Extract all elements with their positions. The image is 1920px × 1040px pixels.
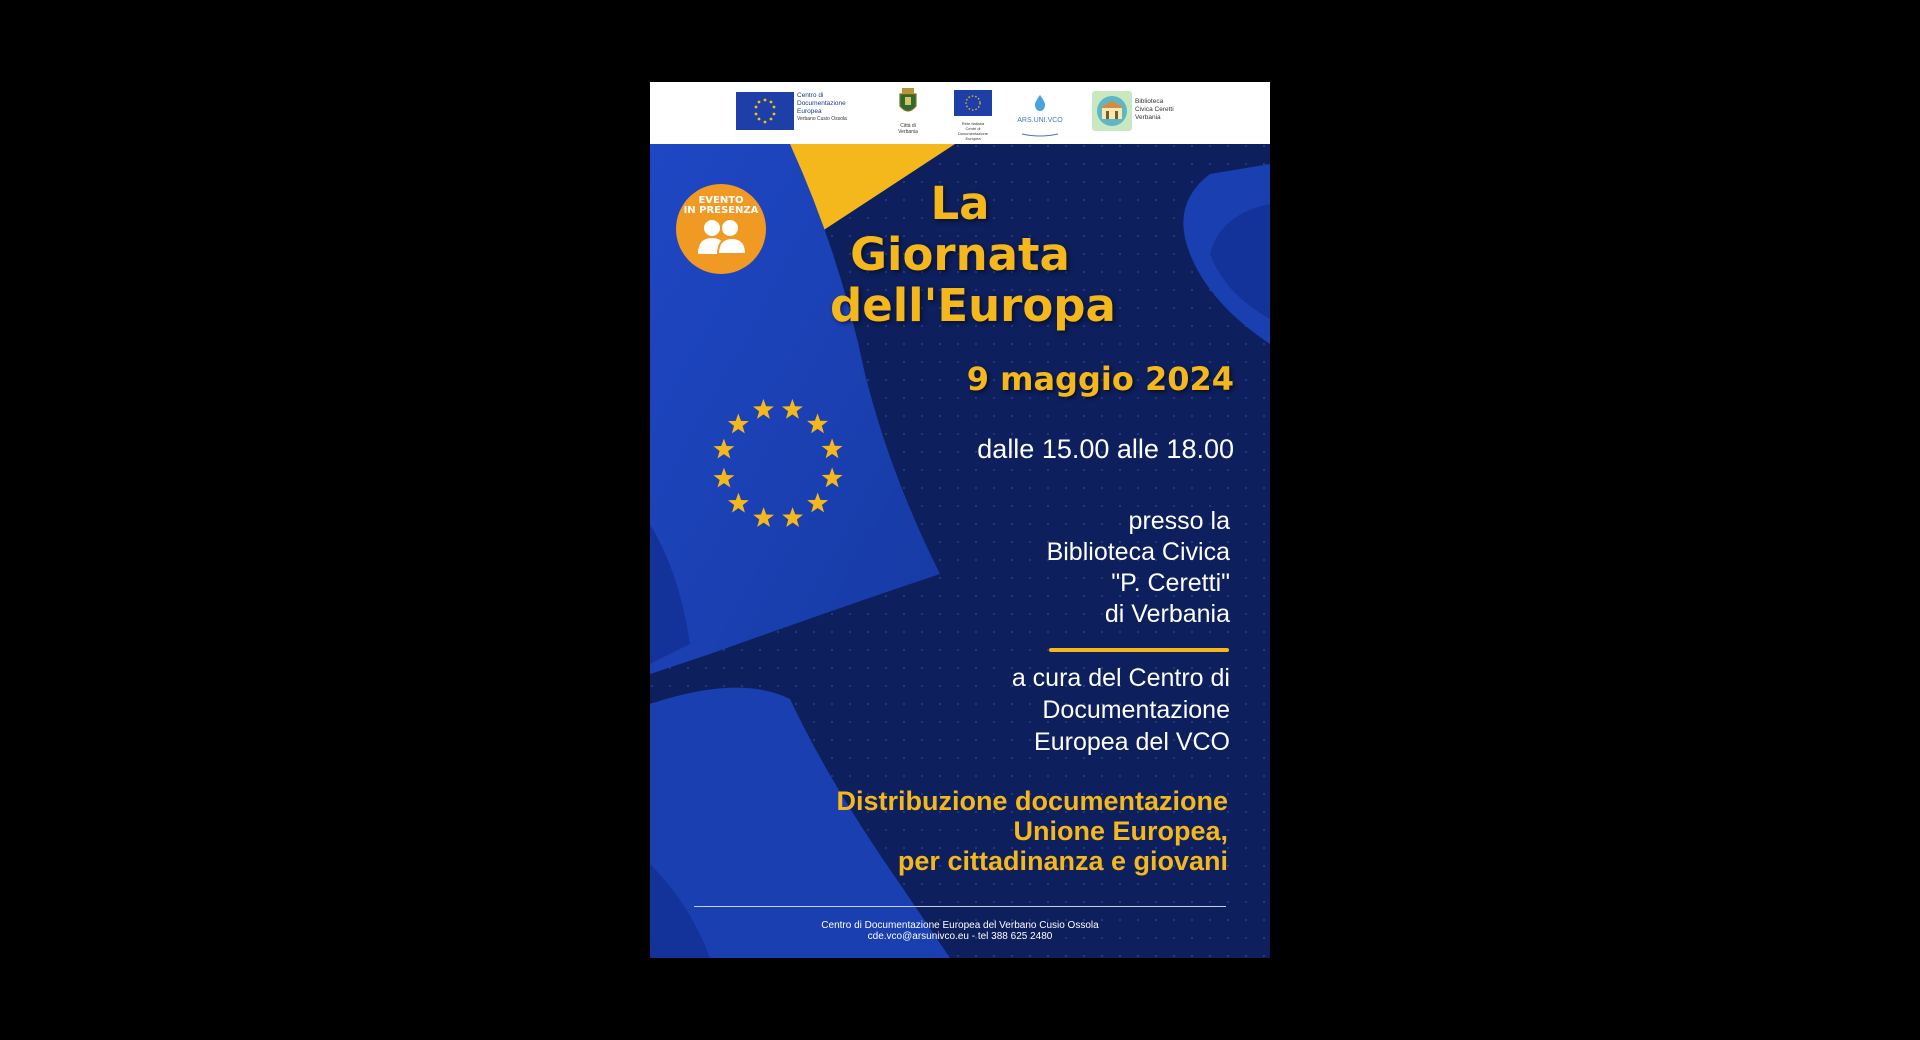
gold-divider xyxy=(1049,648,1229,652)
event-date: 9 maggio 2024 xyxy=(966,360,1234,398)
rete-cde-logo xyxy=(952,90,994,141)
rete-logo-line: Documentazione Europea xyxy=(957,131,989,141)
people-icon xyxy=(694,218,748,258)
distribution-line: per cittadinanza e giovani xyxy=(897,846,1228,876)
curator-line: Europea del VCO xyxy=(1034,728,1230,756)
venue-line: "P. Ceretti" xyxy=(1111,569,1230,597)
biblioteca-logo xyxy=(1092,91,1132,131)
biblioteca-logo-line: Civica Ceretti xyxy=(1135,106,1174,113)
citta-verbania-label: Città di Verbania xyxy=(898,123,918,135)
rete-logo-line: Rete Italiana xyxy=(961,121,985,126)
cde-logo-line: Verbano Cusio Ossola xyxy=(797,116,847,122)
badge-line: IN PRESENZA xyxy=(683,205,759,216)
distribution-note xyxy=(836,786,1228,876)
eu-flag-logo xyxy=(736,92,794,130)
title-line: dell'Europa xyxy=(830,279,1116,332)
biblioteca-logo-line: Biblioteca xyxy=(1135,98,1164,105)
partner-logo-bar xyxy=(650,82,1270,144)
event-time: dalle 15.00 alle 18.00 xyxy=(977,434,1234,464)
citta-verbania-logo xyxy=(890,88,926,135)
distribution-line: Unione Europea, xyxy=(1013,816,1228,846)
footer-divider xyxy=(694,906,1226,907)
biblioteca-logo-text xyxy=(1135,98,1174,122)
water-drop-icon xyxy=(1032,94,1048,112)
venue-line: presso la xyxy=(1128,507,1230,535)
rete-logo-line: Centri di xyxy=(965,126,981,131)
footer-contact xyxy=(650,920,1270,942)
event-in-person-badge xyxy=(676,184,766,274)
venue-line: Biblioteca Civica xyxy=(1046,538,1230,566)
event-venue xyxy=(1047,506,1230,630)
distribution-line: Distribuzione documentazione xyxy=(836,786,1228,816)
curator-line: Documentazione xyxy=(1042,696,1230,724)
cde-logo-line: Documentazione xyxy=(797,100,846,107)
event-poster xyxy=(650,82,1270,958)
title-line: La xyxy=(930,177,990,230)
event-curator xyxy=(1012,662,1230,758)
event-title xyxy=(830,177,1116,332)
footer-line: Centro di Documentazione Europea del Verbano Cusio Ossola xyxy=(821,920,1099,931)
biblioteca-logo-line: Verbania xyxy=(1135,114,1161,121)
cde-logo-line: Centro di xyxy=(797,92,824,99)
coat-of-arms-icon xyxy=(898,88,918,118)
curator-line: a cura del Centro di xyxy=(1011,664,1230,692)
cde-logo-text xyxy=(797,92,847,122)
ars-univco-logo xyxy=(1012,94,1068,142)
footer-line: cde.vco@arsunivco.eu - tel 388 625 2480 xyxy=(867,931,1053,942)
title-line: Giornata xyxy=(850,228,1070,281)
badge-line: EVENTO xyxy=(698,195,744,206)
cde-logo-line: Europea xyxy=(797,108,822,115)
venue-line: di Verbania xyxy=(1104,600,1230,628)
library-building-icon xyxy=(1092,91,1132,131)
ars-univco-label: ARS.UNI.VCO xyxy=(1017,117,1063,124)
